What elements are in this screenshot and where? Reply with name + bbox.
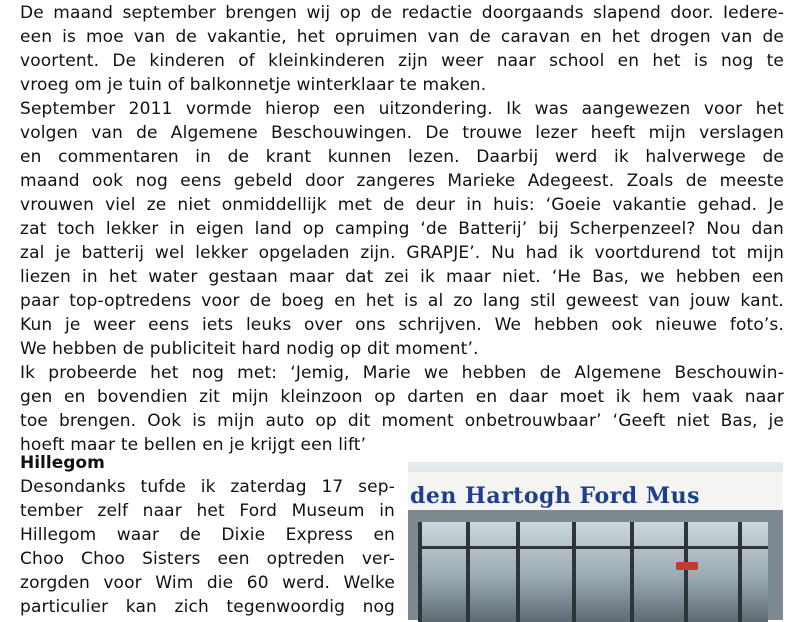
window-mullion [466, 522, 470, 622]
window-mullion [418, 522, 422, 622]
museum-sign-text: den Hartogh Ford Mus [410, 483, 700, 509]
text-line: Kun je weer eens iets leuks over ons schrijven. We hebben ook nieuwe foto’s. [20, 315, 784, 335]
text-line: Choo Choo Sisters een optreden ver- [20, 549, 395, 569]
text-line: We hebben de publiciteit hard nodig op dit moment’. [20, 339, 479, 359]
text-line: toe brengen. Ook is mijn auto op dit moment onbetrouwbaar’ ‘Geeft niet Bas, je [20, 411, 784, 431]
text-line: liezen in het water gestaan maar dat zei ik maar niet. ‘He Bas, we hebben een [20, 267, 784, 287]
text-line: volgen van de Algemene Beschouwingen. De trouwe lezer heeft mijn verslagen [20, 123, 784, 143]
text-line: tember zelf naar het Ford Museum in [20, 501, 395, 521]
text-line: Ik probeerde het nog met: ‘Jemig, Marie we hebben de Algemene Beschouwin- [20, 363, 784, 383]
red-sign [676, 562, 698, 570]
text-line: maand ook nog eens gebeld door zangeres Marieke Adegeest. Zoals de meeste [20, 171, 784, 191]
text-line: hoeft maar te bellen en je krijgt een lift’ [20, 435, 367, 455]
window-mullion [630, 522, 634, 622]
text-line: paar top-optredens voor de boeg en het is al zo lang stil geweest van jouw kant. [20, 291, 784, 311]
window-transom [418, 546, 768, 549]
museum-sign [408, 472, 783, 510]
text-line: De maand september brengen wij op de redactie doorgaands slapend door. Iedere- [20, 3, 784, 23]
text-line: Desondanks tufde ik zaterdag 17 sep- [20, 477, 395, 497]
text-line: Hillegom waar de Dixie Express en [20, 525, 395, 545]
window-mullion [738, 522, 742, 622]
museum-photo [408, 462, 783, 612]
text-line: voortent. De kinderen of kleinkinderen zijn weer naar school en het is nog te [20, 51, 784, 71]
text-line: zat toch lekker in eigen land op camping ‘de Batterij’ bij Scherpenzeel? Nou dan [20, 219, 784, 239]
window-mullion [516, 522, 520, 622]
text-line: vroeg om je tuin of balkonnetje winterklaar te maken. [20, 75, 487, 95]
window-mullion [684, 522, 688, 622]
text-line: een is moe van de vakantie, het opruimen van de caravan en het drogen van de [20, 27, 784, 47]
text-line: zorgden voor Wim die 60 werd. Welke [20, 573, 395, 593]
text-line: zal je batterij wel lekker opgeladen zijn. GRAPJE’. Nu had ik voortdurend tot mijn [20, 243, 784, 263]
text-line: particulier kan zich tegenwoordig nog [20, 597, 395, 617]
text-line: vrouwen viel ze niet onmiddellijk met de deur in huis: ‘Goeie vakantie gehad. Je [20, 195, 784, 215]
window-mullion [572, 522, 576, 622]
text-line: September 2011 vormde hierop een uitzondering. Ik was aangewezen voor het [20, 99, 784, 119]
text-line: gen en bovendien zit mijn kleinzoon op darten en daar moet ik hem vaak naar [20, 387, 784, 407]
section-heading: Hillegom [20, 453, 105, 473]
text-line: en commentaren in de krant kunnen lezen. Daarbij werd ik halverwege de [20, 147, 784, 167]
glass-front [418, 522, 768, 622]
